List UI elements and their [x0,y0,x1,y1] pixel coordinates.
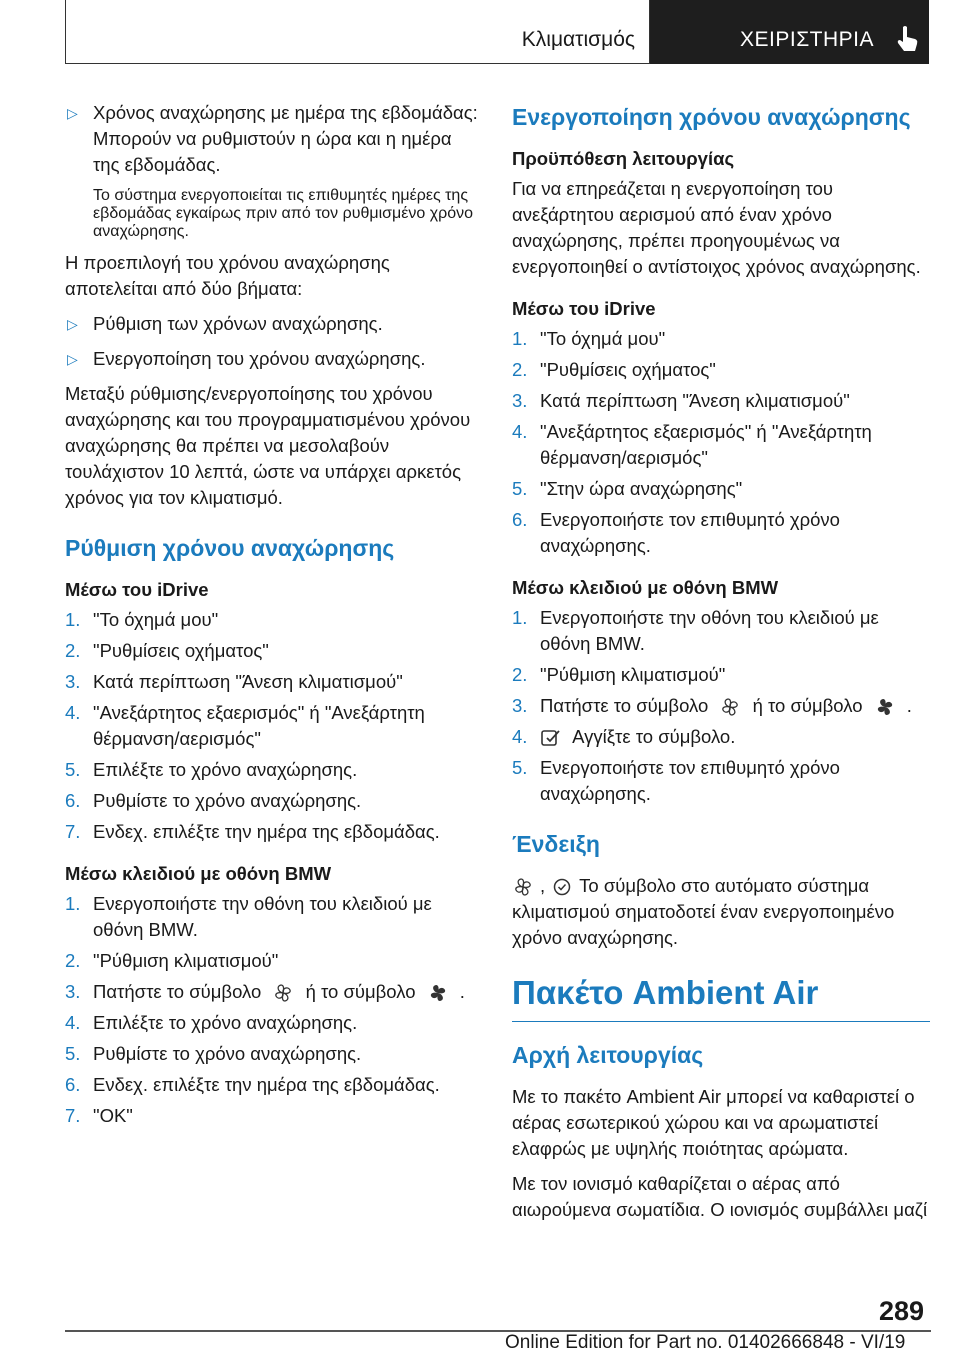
list-item [512,476,930,502]
separator-text: , [540,875,546,896]
list-item [65,788,480,814]
list-item [65,669,480,695]
section-heading: Ένδειξη [512,831,600,857]
step-text: Πατήστε το σύμβολο [93,981,262,1002]
list-item [512,724,930,750]
chapter-heading: Πακέτο Ambient Air [512,973,930,1022]
paragraph: Μεταξύ ρύθμισης/ενεργοποίησης του χρόνου αναχώρησης και του προγραμματισμένου χρόνου αναχώρησης θα πρέπει να μεσολαβούν τουλάχιστον 10 λεπτά, ώστε να υπάρχει αρκετός χρόνος για τον κλιματισμό. [65,383,471,508]
step-text: Επιλέξτε το χρόνο αναχώρησης. [93,759,358,780]
step-number: 3. [512,390,528,411]
step-text: Κατά περίπτωση "Άνεση κλιματισμού" [93,671,403,692]
fan-filled-icon [427,983,449,1003]
left-column [65,100,480,1134]
list-item [65,948,480,974]
triangle-right-icon: ▷ [67,316,78,332]
list-item [512,662,930,688]
step-text: Αγγίξτε το σύμβολο. [572,726,736,747]
bullet-subtext: Το σύστημα ενεργοποιείται τις επιθυμητές ημέρες της εβδομάδας εγκαίρως πριν από τον ρυθμισμένο χρόνο αναχώρησης. [93,187,474,240]
step-text: "Ανεξάρτητος εξαερισμός" ή "Ανεξάρτητη θέρμανση/αερισμός" [540,421,872,468]
idrive-steps-list [512,326,930,559]
step-number: 4. [65,1012,81,1033]
step-text: Κατά περίπτωση "Άνεση κλιματισμού" [540,390,850,411]
header-chapter-box [65,0,650,64]
list-item [65,1041,480,1067]
step-number: 5. [65,759,81,780]
step-text: "Ανεξάρτητος εξαερισμός" ή "Ανεξάρτητη θέρμανση/αερισμός" [93,702,425,749]
step-text: Ρυθμίστε το χρόνο αναχώρησης. [93,1043,362,1064]
list-item [65,1072,480,1098]
step-text: Επιλέξτε το χρόνο αναχώρησης. [93,1012,358,1033]
paragraph: Η προεπιλογή του χρόνου αναχώρησης αποτελείται από δύο βήματα: [65,252,390,299]
step-text: Ενδεχ. επιλέξτε την ημέρα της εβδομάδας. [93,821,440,842]
list-item [512,507,930,559]
step-number: 5. [512,478,528,499]
step-number: 1. [512,607,528,628]
paragraph: Με το πακέτο Ambient Air μπορεί να καθαριστεί ο αέρας εσωτερικού χώρου και να αρωματιστεί ελαφρώς με υψηλής ποιότητας αρώματα. [512,1086,915,1159]
list-item [65,1103,480,1129]
step-text: "Ρυθμίσεις οχήματος" [540,359,716,380]
list-item [512,419,930,471]
list-item [65,891,480,943]
footer-edition: Online Edition for Part no. 01402666848 - VI/19 [505,1332,906,1353]
step-number: 2. [512,664,528,685]
step-text: ή το σύμβολο [305,981,416,1002]
subsection-heading: Προϋπόθεση λειτουργίας [512,148,735,169]
list-item [512,326,930,352]
section-heading: Ενεργοποίηση χρόνου αναχώρησης [512,104,911,130]
indication-text: Το σύμβολο στο αυτόματο σύστημα κλιματισμού σηματοδοτεί έναν ενεργοποιημένο χρόνο αναχώρησης. [512,875,895,948]
subsection-heading: Μέσω κλειδιού με οθόνη BMW [65,863,332,884]
step-text: "Το όχημά μου" [540,328,666,349]
step-text: Ενεργοποιήστε την οθόνη του κλειδιού με οθόνη BMW. [93,893,432,940]
step-text: ή το σύμβολο [752,695,863,716]
section-heading: Ρύθμιση χρόνου αναχώρησης [65,535,395,561]
key-steps-list [512,605,930,807]
step-number: 6. [65,1074,81,1095]
check-square-icon [540,728,562,748]
fan-outline-icon [272,983,294,1003]
chapter-title: Κλιματισμός [521,28,635,51]
list-item [65,607,480,633]
bullet-text: Ενεργοποίηση του χρόνου αναχώρησης. [93,348,426,369]
step-number: 5. [512,757,528,778]
step-number: 7. [65,1105,81,1126]
fan-outline-icon [512,877,534,897]
step-text: "Ρύθμιση κλιματισμού" [93,950,279,971]
key-steps-list [65,891,480,1129]
step-text: "Ρύθμιση κλιματισμού" [540,664,726,685]
step-number: 2. [512,359,528,380]
step-text: Ρυθμίστε το χρόνο αναχώρησης. [93,790,362,811]
fan-outline-icon [719,697,741,717]
page-number: 289 [879,1296,925,1326]
paragraph: Με τον ιονισμό καθαρίζεται ο αέρας από αιωρούμενα σωματίδια. Ο ιονισμός συμβάλλει μαζί [512,1173,928,1220]
step-number: 6. [65,790,81,811]
step-text: Ενεργοποιήστε τον επιθυμητό χρόνο αναχώρησης. [540,757,840,804]
clock-icon [551,877,573,897]
step-number: 3. [65,981,81,1002]
step-text: Πατήστε το σύμβολο [540,695,709,716]
bullet-text: Χρόνος αναχώρησης με ημέρα της εβδομάδας: Μπορούν να ρυθμιστούν η ώρα και η ημέρα της εβδομάδας. [93,102,478,175]
step-text: Ενδεχ. επιλέξτε την ημέρα της εβδομάδας. [93,1074,440,1095]
step-number: 2. [65,640,81,661]
step-text: "Το όχημά μου" [93,609,219,630]
step-number: 6. [512,509,528,530]
bullet-item [65,311,480,337]
subsection-heading: Μέσω κλειδιού με οθόνη BMW [512,577,779,598]
step-text: . [906,695,912,716]
paragraph: Για να επηρεάζεται η ενεργοποίηση του ανεξάρτητου αερισμού από έναν χρόνο αναχώρησης, πρέπει προηγουμένως να ενεργοποιηθεί ο αντίστοιχος χρόνος αναχώρησης. [512,178,921,277]
list-item [65,819,480,845]
fan-filled-icon [874,697,896,717]
hand-pointer-icon [894,24,920,54]
list-item [512,755,930,807]
step-number: 2. [65,950,81,971]
list-item [512,605,930,657]
indication-paragraph [512,873,930,951]
triangle-right-icon: ▷ [67,351,78,367]
list-item [512,388,930,414]
list-item [65,700,480,752]
step-text: "Ρυθμίσεις οχήματος" [93,640,269,661]
step-number: 1. [512,328,528,349]
step-number: 4. [65,702,81,723]
list-item [65,979,480,1005]
subsection-heading: Μέσω του iDrive [65,579,209,600]
step-text: "Στην ώρα αναχώρησης" [540,478,743,499]
step-text: . [459,981,465,1002]
header-section-box [650,0,929,64]
step-number: 3. [512,695,528,716]
idrive-steps-list [65,607,480,845]
list-item [65,1010,480,1036]
list-item [65,638,480,664]
bullet-text: Ρύθμιση των χρόνων αναχώρησης. [93,313,383,334]
list-item [512,693,930,719]
subsection-heading: Μέσω του iDrive [512,298,656,319]
step-number: 4. [512,726,528,747]
triangle-right-icon: ▷ [67,105,78,121]
section-title: ΧΕΙΡΙΣΤΗΡΙΑ [740,28,875,51]
bullet-item [65,100,480,178]
list-item [65,757,480,783]
step-number: 7. [65,821,81,842]
list-item [512,357,930,383]
step-text: Ενεργοποιήστε την οθόνη του κλειδιού με οθόνη BMW. [540,607,879,654]
step-number: 1. [65,609,81,630]
step-number: 3. [65,671,81,692]
section-heading: Αρχή λειτουργίας [512,1042,704,1068]
step-number: 1. [65,893,81,914]
step-number: 4. [512,421,528,442]
step-text: Ενεργοποιήστε τον επιθυμητό χρόνο αναχώρησης. [540,509,840,556]
bullet-item [65,346,480,372]
step-number: 5. [65,1043,81,1064]
right-column [512,100,930,1232]
step-text: "OK" [93,1105,133,1126]
